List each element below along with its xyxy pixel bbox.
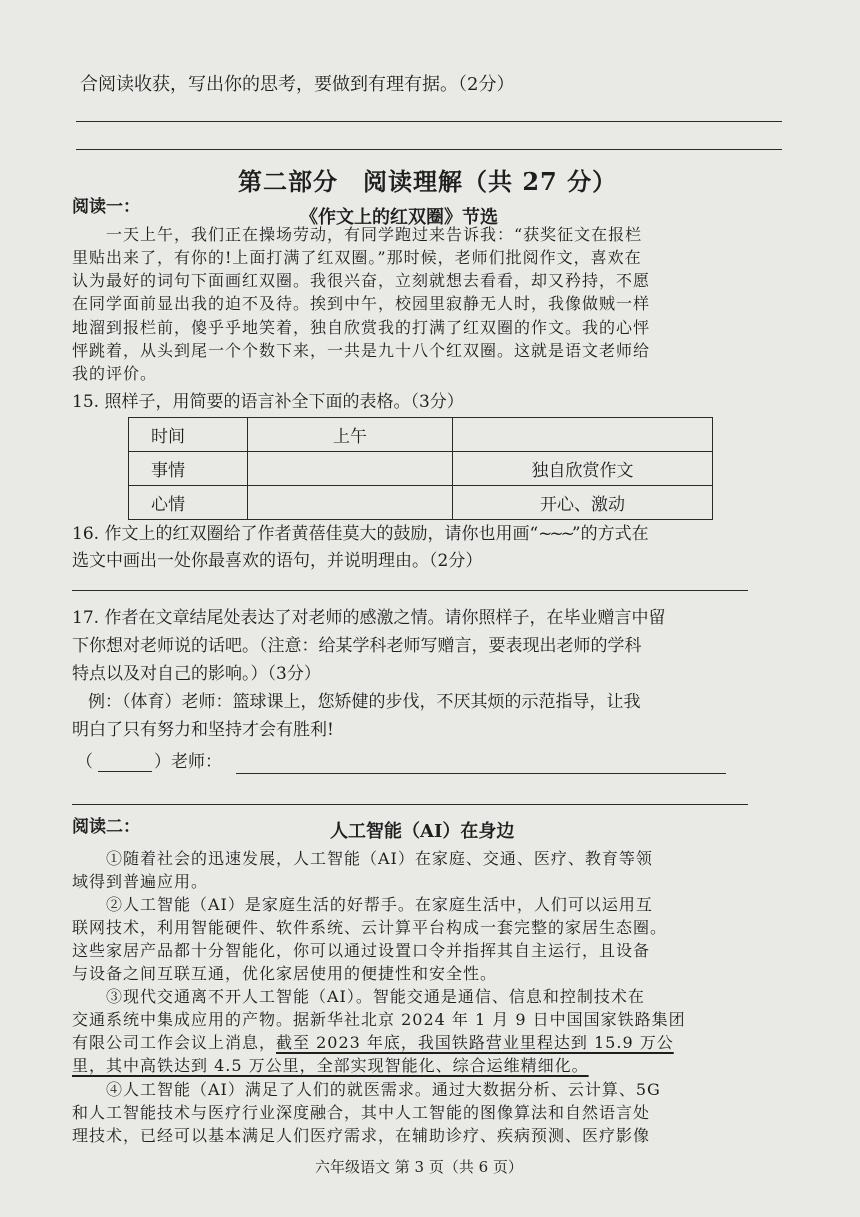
table-cell: 心情 [129,486,248,520]
table-cell: 独自欣赏作文 [453,452,713,486]
table-cell-blank[interactable] [248,452,453,486]
reading2-line: ③现代交通离不开人工智能（AI）。智能交通是通信、信息和控制技术在 [72,987,645,1006]
reading2-line: 交通系统中集成应用的产物。据新华社北京 2024 年 1 月 9 日中国国家铁路集团 [72,1010,686,1029]
table-cell: 开心、激动 [453,486,713,520]
reading1-line: 地溜到报栏前，傻乎乎地笑着，独自欣赏我的打满了红双圈的作文。我的心怦 [72,318,651,337]
reading1-line: 怦跳着，从头到尾一个个数下来，一共是九十八个红双圈。这就是语文老师给 [72,341,651,360]
table-cell: 时间 [129,418,248,452]
reading2-line: ②人工智能（AI）是家庭生活的好帮手。在家庭生活中，人们可以运用互 [72,895,653,914]
reading2-title: 人工智能（AI）在身边 [330,821,515,842]
reading2-line: 理技术，已经可以基本满足人们医疗需求，在辅助诊疗、疾病预测、医疗影像 [72,1126,651,1145]
q17-line3: 特点以及对自己的影响。）（3分） [72,664,321,684]
table-cell: 事情 [129,452,248,486]
part2-title: 第二部分 阅读理解（共 27 分） [238,167,618,196]
answer-line[interactable] [236,773,726,774]
q15-text: 15. 照样子，用简要的语言补全下面的表格。（3分） [72,392,464,412]
q17-line1: 17. 作者在文章结尾处表达了对老师的感激之情。请你照样子，在毕业赠言中留 [72,608,666,628]
answer-line[interactable] [72,804,748,805]
underlined-sentence: 截至 2023 年底，我国铁路营业里程达到 15.9 万公 [276,1033,674,1052]
reading2-line: 和人工智能技术与医疗行业深度融合，其中人工智能的图像算法和自然语言处 [72,1103,651,1122]
reading2-label: 阅读二： [72,817,140,837]
wavy-mark-icon: ~~~ [538,524,572,544]
table-row [129,486,713,520]
q17-blank-prefix: （ [76,752,93,772]
q16-text-b: ”的方式在 [571,524,649,544]
reading2-line: 与设备之间互联互通，优化家居使用的便捷性和安全性。 [72,964,498,983]
page-footer: 六年级语文 第 3 页（共 6 页） [315,1158,523,1176]
reading1-label: 阅读一： [72,197,140,217]
q17-line2: 下你想对老师说的话吧。（注意：给某学科老师写赠言，要表现出老师的学科 [72,636,642,656]
reading2-line: 域得到普遍应用。 [72,872,209,891]
reading2-line: 联网技术，利用智能硬件、软件系统、云计算平台构成一套完整的家居生态圈。 [72,918,668,937]
q16-line2: 选文中画出一处你最喜欢的语句，并说明理由。（2分） [72,551,483,571]
table-row [129,418,713,452]
table-cell: 上午 [248,418,453,452]
table-row [129,452,713,486]
reading1-title: 《作文上的红双圈》节选 [300,207,498,228]
answer-line[interactable] [76,149,782,150]
reading2-line: ④人工智能（AI）满足了人们的就医需求。通过大数据分析、云计算、5G [72,1080,661,1099]
q17-example2: 明白了只有努力和坚持才会有胜利! [72,720,334,740]
reading1-line: 里贴出来了，有你的!上面打满了红双圈。”那时候，老师们批阅作文，喜欢在 [72,248,642,267]
reading2-line: 这些家居产品都十分智能化，你可以通过设置口令并指挥其自主运行，且设备 [72,941,651,960]
answer-line[interactable] [76,121,782,122]
reading1-line: 在同学面前显出我的迫不及待。挨到中午，校园里寂静无人时，我像做贼一样 [72,294,651,313]
q17-blank-suffix: ）老师： [154,752,222,772]
reading1-line: 一天上午，我们正在操场劳动，有同学跑过来告诉我：“获奖征文在报栏 [72,225,643,244]
reading1-line: 我的评价。 [72,364,158,383]
subject-blank[interactable] [98,771,152,772]
q16-text-a: 16. 作文上的红双圈给了作者黄蓓佳莫大的鼓励，请你也用画“ [72,524,539,544]
underlined-sentence: 里，其中高铁达到 4.5 万公里，全部实现智能化、综合运维精细化。 [72,1056,589,1075]
table-cell-blank[interactable] [453,418,713,452]
q14-tail: 合阅读收获，写出你的思考，要做到有理有据。（2分） [80,74,515,95]
q17-example1: 例：（体育）老师：篮球课上，您矫健的步伐，不厌其烦的示范指导，让我 [88,692,641,712]
reading2-line [72,1033,674,1053]
reading2-text: 有限公司工作会议上消息， [72,1033,277,1052]
table-cell-blank[interactable] [248,486,453,520]
reading1-line: 认为最好的词句下面画红双圈。我很兴奋，立刻就想去看看，却又矜持，不愿 [72,271,651,290]
q15-table [128,417,713,520]
reading2-line: ①随着社会的迅速发展，人工智能（AI）在家庭、交通、医疗、教育等领 [72,849,653,868]
answer-line[interactable] [72,590,748,591]
q16-line1 [72,524,649,545]
